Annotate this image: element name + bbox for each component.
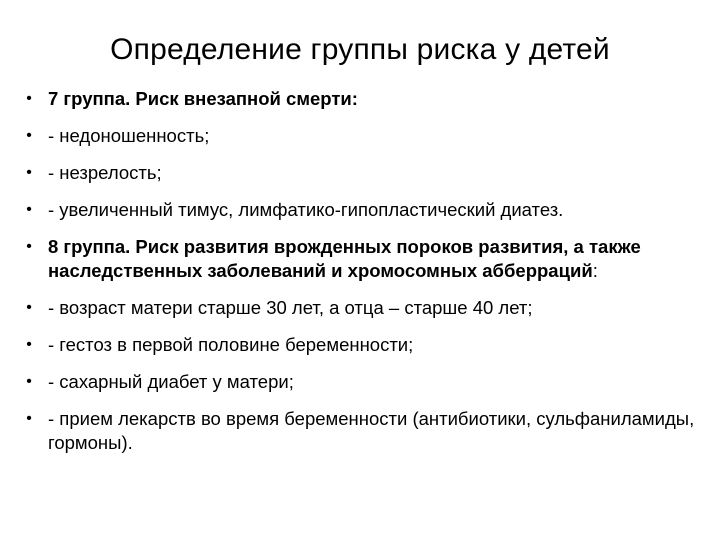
bullet-item [22, 333, 702, 357]
bullet-dot-icon: • [26, 90, 32, 107]
bullet-text: - гестоз в первой половине беременности; [48, 334, 414, 355]
bullet-text: 7 группа. Риск внезапной смерти: [48, 88, 358, 109]
bullet-item [22, 198, 702, 222]
bullet-text: - увеличенный тимус, лимфатико-гипопластический диатез. [48, 199, 564, 220]
bullet-text-suffix: : [592, 260, 598, 281]
bullet-item [22, 124, 702, 148]
bullet-text: - сахарный диабет у матери; [48, 371, 294, 392]
bullet-dot-icon: • [26, 238, 32, 255]
bullet-text: - прием лекарств во время беременности (антибиотики, сульфаниламиды, гормоны). [48, 408, 695, 453]
bullet-dot-icon: • [26, 299, 32, 316]
bullet-item [22, 370, 702, 394]
bullet-dot-icon: • [26, 164, 32, 181]
bullet-dot-icon: • [26, 410, 32, 427]
bullet-item [22, 161, 702, 185]
bullet-text: 8 группа. Риск развития врожденных пороков развития, а также наследственных заболеваний и хромосомных абберраций [48, 236, 641, 281]
bullet-item [22, 296, 702, 320]
bullet-dot-icon: • [26, 373, 32, 390]
bullet-dot-icon: • [26, 336, 32, 353]
bullet-dot-icon: • [26, 127, 32, 144]
bullet-item-group-7-heading [22, 87, 702, 111]
bullet-item-group-8-heading [22, 235, 702, 283]
bullet-text: - незрелость; [48, 162, 162, 183]
bullet-dot-icon: • [26, 201, 32, 218]
bullet-item [22, 407, 702, 455]
bullet-text: - возраст матери старше 30 лет, а отца – старше 40 лет; [48, 297, 533, 318]
slide-title: Определение группы риска у детей [110, 33, 610, 66]
bullet-text: - недоношенность; [48, 125, 210, 146]
bullet-list [22, 87, 702, 468]
